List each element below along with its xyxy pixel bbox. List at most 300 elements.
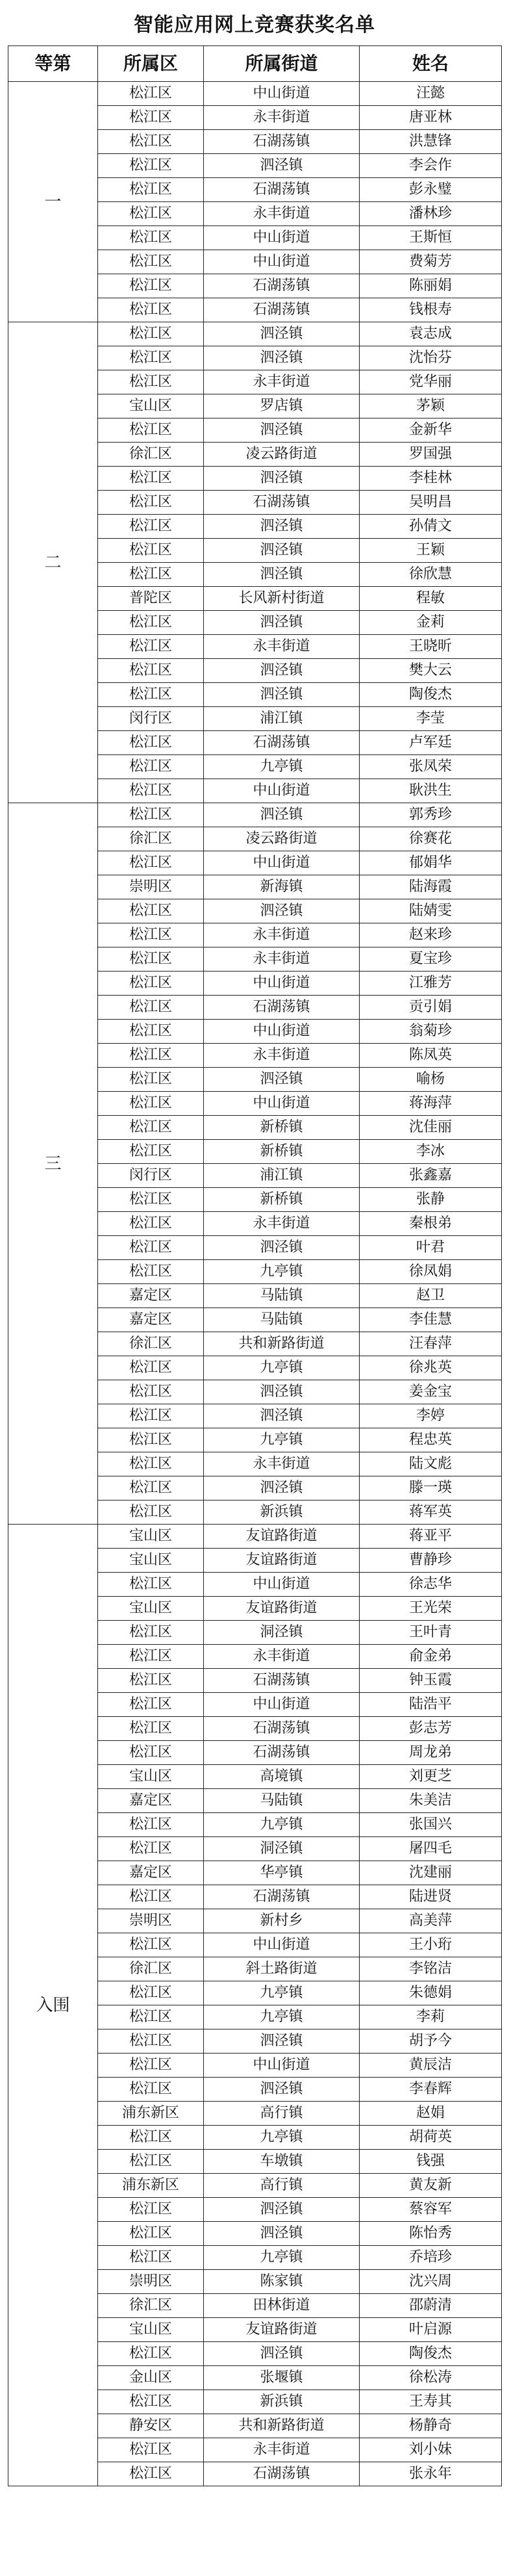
district-cell: 松江区 xyxy=(98,1741,204,1765)
name-cell: 程敏 xyxy=(360,587,502,611)
street-cell: 九亭镇 xyxy=(204,1813,360,1837)
district-cell: 松江区 xyxy=(98,2150,204,2174)
district-cell: 松江区 xyxy=(98,2126,204,2150)
street-cell: 泗泾镇 xyxy=(204,899,360,923)
street-cell: 泗泾镇 xyxy=(204,1068,360,1092)
name-cell: 吴明昌 xyxy=(360,491,502,515)
name-cell: 彭永璧 xyxy=(360,178,502,202)
name-cell: 孙倩文 xyxy=(360,515,502,539)
street-cell: 泗泾镇 xyxy=(204,2029,360,2054)
name-cell: 张凤荣 xyxy=(360,755,502,779)
street-cell: 九亭镇 xyxy=(204,1428,360,1452)
name-cell: 江雅芳 xyxy=(360,972,502,996)
street-cell: 泗泾镇 xyxy=(204,539,360,563)
district-cell: 松江区 xyxy=(98,899,204,923)
district-cell: 松江区 xyxy=(98,2342,204,2366)
street-cell: 马陆镇 xyxy=(204,1308,360,1332)
street-cell: 永丰街道 xyxy=(204,1044,360,1068)
district-cell: 松江区 xyxy=(98,1140,204,1164)
district-cell: 松江区 xyxy=(98,491,204,515)
name-cell: 姜金宝 xyxy=(360,1380,502,1404)
name-cell: 李佳慧 xyxy=(360,1308,502,1332)
street-cell: 中山街道 xyxy=(204,250,360,274)
district-cell: 嘉定区 xyxy=(98,1308,204,1332)
street-cell: 长风新村街道 xyxy=(204,587,360,611)
district-cell: 松江区 xyxy=(98,851,204,875)
name-cell: 张国兴 xyxy=(360,1813,502,1837)
name-cell: 赵卫 xyxy=(360,1284,502,1308)
street-cell: 永丰街道 xyxy=(204,106,360,130)
name-cell: 陈丽娟 xyxy=(360,274,502,298)
district-cell: 松江区 xyxy=(98,2462,204,2486)
district-cell: 松江区 xyxy=(98,1645,204,1669)
name-cell: 沈建丽 xyxy=(360,1861,502,1885)
name-cell: 蔡容军 xyxy=(360,2198,502,2222)
district-cell: 松江区 xyxy=(98,1356,204,1380)
street-cell: 浦江镇 xyxy=(204,1164,360,1188)
header-row xyxy=(8,46,502,82)
street-cell: 车墩镇 xyxy=(204,2150,360,2174)
district-cell: 松江区 xyxy=(98,1260,204,1284)
street-cell: 永丰街道 xyxy=(204,947,360,972)
name-cell: 叶君 xyxy=(360,1236,502,1260)
district-cell: 松江区 xyxy=(98,1885,204,1909)
name-cell: 李莹 xyxy=(360,707,502,731)
district-cell: 松江区 xyxy=(98,1813,204,1837)
street-cell: 凌云路街道 xyxy=(204,443,360,467)
name-cell: 朱德娟 xyxy=(360,1981,502,2005)
street-cell: 中山街道 xyxy=(204,1020,360,1044)
name-cell: 邵蔚清 xyxy=(360,2294,502,2318)
name-cell: 李婷 xyxy=(360,1404,502,1428)
district-cell: 宝山区 xyxy=(98,394,204,419)
name-cell: 张永年 xyxy=(360,2462,502,2486)
street-cell: 九亭镇 xyxy=(204,755,360,779)
district-cell: 崇明区 xyxy=(98,2270,204,2294)
name-cell: 赵来珍 xyxy=(360,923,502,947)
street-cell: 石湖荡镇 xyxy=(204,491,360,515)
district-cell: 崇明区 xyxy=(98,875,204,899)
name-cell: 蒋军英 xyxy=(360,1501,502,1525)
street-cell: 田林街道 xyxy=(204,2294,360,2318)
name-cell: 钱根寿 xyxy=(360,298,502,322)
street-cell: 泗泾镇 xyxy=(204,1476,360,1501)
table-row xyxy=(8,803,502,827)
name-cell: 卢军廷 xyxy=(360,731,502,755)
district-cell: 徐汇区 xyxy=(98,443,204,467)
street-cell: 永丰街道 xyxy=(204,370,360,394)
name-cell: 王寿其 xyxy=(360,2390,502,2414)
street-cell: 永丰街道 xyxy=(204,2438,360,2462)
street-cell: 九亭镇 xyxy=(204,2126,360,2150)
name-cell: 罗国强 xyxy=(360,443,502,467)
name-cell: 沈怡芬 xyxy=(360,346,502,370)
name-cell: 钱强 xyxy=(360,2150,502,2174)
street-cell: 石湖荡镇 xyxy=(204,2462,360,2486)
district-cell: 普陀区 xyxy=(98,587,204,611)
district-cell: 松江区 xyxy=(98,1837,204,1861)
district-cell: 松江区 xyxy=(98,2246,204,2270)
street-cell: 马陆镇 xyxy=(204,1284,360,1308)
district-cell: 松江区 xyxy=(98,274,204,298)
name-cell: 徐欣慧 xyxy=(360,563,502,587)
name-cell: 徐赛花 xyxy=(360,827,502,851)
district-cell: 浦东新区 xyxy=(98,2174,204,2198)
street-cell: 浦江镇 xyxy=(204,707,360,731)
street-cell: 泗泾镇 xyxy=(204,1404,360,1428)
district-cell: 松江区 xyxy=(98,1476,204,1501)
street-cell: 凌云路街道 xyxy=(204,827,360,851)
street-cell: 友谊路街道 xyxy=(204,1549,360,1573)
district-cell: 徐汇区 xyxy=(98,1332,204,1356)
district-cell: 松江区 xyxy=(98,322,204,346)
table-row xyxy=(8,322,502,346)
street-cell: 泗泾镇 xyxy=(204,346,360,370)
district-cell: 松江区 xyxy=(98,467,204,491)
street-cell: 泗泾镇 xyxy=(204,2222,360,2246)
district-cell: 松江区 xyxy=(98,635,204,659)
name-cell: 李莉 xyxy=(360,2005,502,2029)
district-cell: 松江区 xyxy=(98,659,204,683)
street-cell: 泗泾镇 xyxy=(204,322,360,346)
street-cell: 友谊路街道 xyxy=(204,1597,360,1621)
district-cell: 徐汇区 xyxy=(98,827,204,851)
name-cell: 刘小妹 xyxy=(360,2438,502,2462)
district-cell: 松江区 xyxy=(98,1933,204,1957)
name-cell: 滕一瑛 xyxy=(360,1476,502,1501)
name-cell: 曹静珍 xyxy=(360,1549,502,1573)
name-cell: 蒋亚平 xyxy=(360,1525,502,1549)
street-cell: 新村乡 xyxy=(204,1909,360,1933)
district-cell: 松江区 xyxy=(98,1428,204,1452)
name-cell: 耿洪生 xyxy=(360,779,502,803)
street-cell: 泗泾镇 xyxy=(204,563,360,587)
name-cell: 屠四毛 xyxy=(360,1837,502,1861)
district-cell: 徐汇区 xyxy=(98,2294,204,2318)
street-cell: 永丰街道 xyxy=(204,1212,360,1236)
table-body xyxy=(8,82,502,2486)
district-cell: 松江区 xyxy=(98,755,204,779)
header-street: 所属街道 xyxy=(204,46,360,82)
street-cell: 石湖荡镇 xyxy=(204,274,360,298)
street-cell: 中山街道 xyxy=(204,779,360,803)
district-cell: 松江区 xyxy=(98,346,204,370)
district-cell: 宝山区 xyxy=(98,2318,204,2342)
street-cell: 泗泾镇 xyxy=(204,2198,360,2222)
name-cell: 叶启源 xyxy=(360,2318,502,2342)
district-cell: 嘉定区 xyxy=(98,1789,204,1813)
name-cell: 沈佳丽 xyxy=(360,1116,502,1140)
district-cell: 宝山区 xyxy=(98,1765,204,1789)
street-cell: 高行镇 xyxy=(204,2174,360,2198)
street-cell: 中山街道 xyxy=(204,1573,360,1597)
district-cell: 崇明区 xyxy=(98,1909,204,1933)
district-cell: 松江区 xyxy=(98,803,204,827)
street-cell: 中山街道 xyxy=(204,226,360,250)
street-cell: 友谊路街道 xyxy=(204,2318,360,2342)
name-cell: 夏宝珍 xyxy=(360,947,502,972)
district-cell: 闵行区 xyxy=(98,1164,204,1188)
table-row xyxy=(8,82,502,106)
district-cell: 松江区 xyxy=(98,1981,204,2005)
street-cell: 泗泾镇 xyxy=(204,467,360,491)
name-cell: 陆文彪 xyxy=(360,1452,502,1476)
street-cell: 共和新路街道 xyxy=(204,2414,360,2438)
district-cell: 松江区 xyxy=(98,2078,204,2102)
street-cell: 石湖荡镇 xyxy=(204,731,360,755)
street-cell: 九亭镇 xyxy=(204,1981,360,2005)
street-cell: 高行镇 xyxy=(204,2102,360,2126)
district-cell: 嘉定区 xyxy=(98,1861,204,1885)
district-cell: 松江区 xyxy=(98,1717,204,1741)
street-cell: 陈家镇 xyxy=(204,2270,360,2294)
street-cell: 中山街道 xyxy=(204,972,360,996)
street-cell: 马陆镇 xyxy=(204,1789,360,1813)
name-cell: 王斯恒 xyxy=(360,226,502,250)
district-cell: 松江区 xyxy=(98,996,204,1020)
name-cell: 徐志华 xyxy=(360,1573,502,1597)
name-cell: 贡引娟 xyxy=(360,996,502,1020)
name-cell: 李桂林 xyxy=(360,467,502,491)
district-cell: 松江区 xyxy=(98,1188,204,1212)
name-cell: 王光荣 xyxy=(360,1597,502,1621)
district-cell: 松江区 xyxy=(98,539,204,563)
name-cell: 秦根弟 xyxy=(360,1212,502,1236)
street-cell: 中山街道 xyxy=(204,1693,360,1717)
name-cell: 王颖 xyxy=(360,539,502,563)
name-cell: 汪春萍 xyxy=(360,1332,502,1356)
name-cell: 陈怡秀 xyxy=(360,2222,502,2246)
street-cell: 新浜镇 xyxy=(204,2390,360,2414)
name-cell: 翁菊珍 xyxy=(360,1020,502,1044)
name-cell: 党华丽 xyxy=(360,370,502,394)
name-cell: 张鑫嘉 xyxy=(360,1164,502,1188)
name-cell: 喻杨 xyxy=(360,1068,502,1092)
name-cell: 蒋海萍 xyxy=(360,1092,502,1116)
district-cell: 松江区 xyxy=(98,515,204,539)
name-cell: 樊大云 xyxy=(360,659,502,683)
street-cell: 华亭镇 xyxy=(204,1861,360,1885)
table-header xyxy=(8,46,502,82)
district-cell: 徐汇区 xyxy=(98,1957,204,1981)
district-cell: 松江区 xyxy=(98,779,204,803)
district-cell: 松江区 xyxy=(98,1068,204,1092)
street-cell: 永丰街道 xyxy=(204,923,360,947)
header-district: 所属区 xyxy=(98,46,204,82)
name-cell: 乔培珍 xyxy=(360,2246,502,2270)
street-cell: 中山街道 xyxy=(204,851,360,875)
street-cell: 石湖荡镇 xyxy=(204,178,360,202)
name-cell: 陆婧雯 xyxy=(360,899,502,923)
district-cell: 松江区 xyxy=(98,1693,204,1717)
district-cell: 松江区 xyxy=(98,250,204,274)
header-name: 姓名 xyxy=(360,46,502,82)
district-cell: 松江区 xyxy=(98,2222,204,2246)
name-cell: 高美萍 xyxy=(360,1909,502,1933)
name-cell: 潘林珍 xyxy=(360,202,502,226)
street-cell: 泗泾镇 xyxy=(204,683,360,707)
street-cell: 泗泾镇 xyxy=(204,2078,360,2102)
street-cell: 新浜镇 xyxy=(204,1501,360,1525)
name-cell: 彭志芳 xyxy=(360,1717,502,1741)
name-cell: 胡荷英 xyxy=(360,2126,502,2150)
name-cell: 杨静奇 xyxy=(360,2414,502,2438)
name-cell: 郭秀珍 xyxy=(360,803,502,827)
district-cell: 松江区 xyxy=(98,82,204,106)
name-cell: 李铭洁 xyxy=(360,1957,502,1981)
street-cell: 永丰街道 xyxy=(204,1452,360,1476)
district-cell: 松江区 xyxy=(98,2029,204,2054)
district-cell: 松江区 xyxy=(98,298,204,322)
name-cell: 徐兆英 xyxy=(360,1356,502,1380)
name-cell: 胡予今 xyxy=(360,2029,502,2054)
district-cell: 松江区 xyxy=(98,1044,204,1068)
district-cell: 松江区 xyxy=(98,226,204,250)
name-cell: 张静 xyxy=(360,1188,502,1212)
street-cell: 石湖荡镇 xyxy=(204,1741,360,1765)
street-cell: 张堰镇 xyxy=(204,2366,360,2390)
street-cell: 泗泾镇 xyxy=(204,515,360,539)
district-cell: 松江区 xyxy=(98,1116,204,1140)
street-cell: 石湖荡镇 xyxy=(204,1717,360,1741)
name-cell: 陆浩平 xyxy=(360,1693,502,1717)
name-cell: 黄辰洁 xyxy=(360,2054,502,2078)
district-cell: 松江区 xyxy=(98,2198,204,2222)
district-cell: 静安区 xyxy=(98,2414,204,2438)
name-cell: 李冰 xyxy=(360,1140,502,1164)
street-cell: 泗泾镇 xyxy=(204,1236,360,1260)
street-cell: 友谊路街道 xyxy=(204,1525,360,1549)
district-cell: 宝山区 xyxy=(98,1597,204,1621)
name-cell: 王叶青 xyxy=(360,1621,502,1645)
rank-cell: 二 xyxy=(8,322,98,803)
name-cell: 唐亚林 xyxy=(360,106,502,130)
street-cell: 高境镇 xyxy=(204,1765,360,1789)
name-cell: 茅颖 xyxy=(360,394,502,419)
street-cell: 中山街道 xyxy=(204,2054,360,2078)
street-cell: 泗泾镇 xyxy=(204,2342,360,2366)
name-cell: 陶俊杰 xyxy=(360,683,502,707)
district-cell: 松江区 xyxy=(98,611,204,635)
name-cell: 黄友新 xyxy=(360,2174,502,2198)
street-cell: 永丰街道 xyxy=(204,1645,360,1669)
district-cell: 松江区 xyxy=(98,419,204,443)
street-cell: 泗泾镇 xyxy=(204,154,360,178)
name-cell: 郁娟华 xyxy=(360,851,502,875)
street-cell: 永丰街道 xyxy=(204,635,360,659)
name-cell: 汪懿 xyxy=(360,82,502,106)
name-cell: 俞金弟 xyxy=(360,1645,502,1669)
name-cell: 洪慧锋 xyxy=(360,130,502,154)
district-cell: 松江区 xyxy=(98,972,204,996)
district-cell: 松江区 xyxy=(98,2390,204,2414)
street-cell: 九亭镇 xyxy=(204,1356,360,1380)
district-cell: 松江区 xyxy=(98,1404,204,1428)
district-cell: 宝山区 xyxy=(98,1525,204,1549)
street-cell: 新桥镇 xyxy=(204,1188,360,1212)
district-cell: 松江区 xyxy=(98,731,204,755)
district-cell: 松江区 xyxy=(98,1380,204,1404)
name-cell: 周龙弟 xyxy=(360,1741,502,1765)
street-cell: 石湖荡镇 xyxy=(204,130,360,154)
district-cell: 松江区 xyxy=(98,1236,204,1260)
table-row xyxy=(8,1525,502,1549)
street-cell: 中山街道 xyxy=(204,82,360,106)
name-cell: 陆海霞 xyxy=(360,875,502,899)
district-cell: 松江区 xyxy=(98,2054,204,2078)
header-rank: 等第 xyxy=(8,46,98,82)
district-cell: 松江区 xyxy=(98,1212,204,1236)
name-cell: 陶俊杰 xyxy=(360,2342,502,2366)
district-cell: 金山区 xyxy=(98,2366,204,2390)
name-cell: 徐松涛 xyxy=(360,2366,502,2390)
district-cell: 松江区 xyxy=(98,1092,204,1116)
street-cell: 泗泾镇 xyxy=(204,803,360,827)
rank-cell: 一 xyxy=(8,82,98,322)
district-cell: 松江区 xyxy=(98,2005,204,2029)
street-cell: 九亭镇 xyxy=(204,2005,360,2029)
street-cell: 永丰街道 xyxy=(204,202,360,226)
name-cell: 钟玉霞 xyxy=(360,1669,502,1693)
district-cell: 松江区 xyxy=(98,370,204,394)
name-cell: 李会作 xyxy=(360,154,502,178)
street-cell: 泗泾镇 xyxy=(204,659,360,683)
district-cell: 松江区 xyxy=(98,923,204,947)
street-cell: 罗店镇 xyxy=(204,394,360,419)
name-cell: 赵娟 xyxy=(360,2102,502,2126)
district-cell: 松江区 xyxy=(98,178,204,202)
district-cell: 宝山区 xyxy=(98,1549,204,1573)
district-cell: 松江区 xyxy=(98,2438,204,2462)
street-cell: 洞泾镇 xyxy=(204,1837,360,1861)
street-cell: 共和新路街道 xyxy=(204,1332,360,1356)
name-cell: 李春辉 xyxy=(360,2078,502,2102)
name-cell: 王小珩 xyxy=(360,1933,502,1957)
district-cell: 松江区 xyxy=(98,563,204,587)
name-cell: 陈凤英 xyxy=(360,1044,502,1068)
rank-cell: 入围 xyxy=(8,1525,98,2486)
street-cell: 斜土路街道 xyxy=(204,1957,360,1981)
street-cell: 洞泾镇 xyxy=(204,1621,360,1645)
district-cell: 松江区 xyxy=(98,1452,204,1476)
name-cell: 陆进贤 xyxy=(360,1885,502,1909)
district-cell: 松江区 xyxy=(98,683,204,707)
street-cell: 新桥镇 xyxy=(204,1140,360,1164)
street-cell: 石湖荡镇 xyxy=(204,298,360,322)
name-cell: 刘更芝 xyxy=(360,1765,502,1789)
district-cell: 松江区 xyxy=(98,1621,204,1645)
district-cell: 松江区 xyxy=(98,947,204,972)
street-cell: 中山街道 xyxy=(204,1933,360,1957)
district-cell: 闵行区 xyxy=(98,707,204,731)
district-cell: 松江区 xyxy=(98,130,204,154)
name-cell: 程忠英 xyxy=(360,1428,502,1452)
district-cell: 松江区 xyxy=(98,1573,204,1597)
rank-cell: 三 xyxy=(8,803,98,1525)
name-cell: 王晓昕 xyxy=(360,635,502,659)
street-cell: 九亭镇 xyxy=(204,1260,360,1284)
street-cell: 中山街道 xyxy=(204,1092,360,1116)
street-cell: 石湖荡镇 xyxy=(204,1669,360,1693)
street-cell: 新海镇 xyxy=(204,875,360,899)
district-cell: 松江区 xyxy=(98,202,204,226)
street-cell: 九亭镇 xyxy=(204,2246,360,2270)
district-cell: 松江区 xyxy=(98,1501,204,1525)
name-cell: 袁志成 xyxy=(360,322,502,346)
district-cell: 松江区 xyxy=(98,106,204,130)
district-cell: 嘉定区 xyxy=(98,1284,204,1308)
street-cell: 泗泾镇 xyxy=(204,1380,360,1404)
